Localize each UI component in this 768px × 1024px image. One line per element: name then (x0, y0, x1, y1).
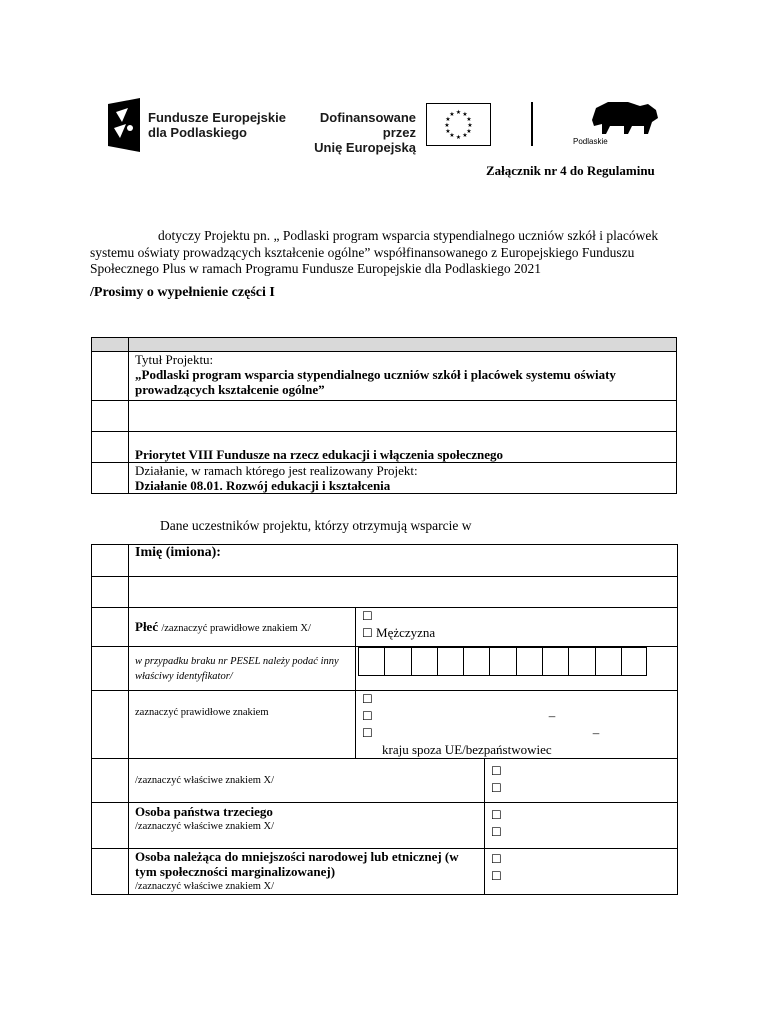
pesel-digit-box[interactable] (516, 647, 542, 676)
participant-cell (92, 577, 129, 608)
citizenship-option-3: kraju spoza UE/bezpaństwowiec (382, 742, 552, 757)
action-value: Działanie 08.01. Rozwój edukacji i kształcenia (135, 478, 391, 493)
podlaskie-label: Podlaskie (573, 137, 608, 146)
ue-line1: Dofinansowane przez (319, 110, 416, 140)
minority-checkbox-2[interactable]: ☐ (491, 869, 502, 883)
svg-text:★: ★ (466, 116, 472, 123)
third-country-checkbox-2[interactable]: ☐ (491, 825, 502, 839)
priority-text: Priorytet VIII Fundusze na rzecz edukacji i włączenia społecznego (135, 447, 504, 462)
participants-intro: Dane uczestników projektu, którzy otrzymują wsparcie w (160, 518, 472, 533)
svg-text:★: ★ (455, 109, 462, 116)
pesel-digit-box[interactable] (489, 647, 515, 676)
svg-text:★: ★ (462, 111, 468, 118)
project-table (91, 337, 677, 494)
sex-options-cell (356, 608, 678, 647)
project-table-cell (92, 352, 129, 401)
project-table-cell (92, 432, 129, 463)
svg-text:★: ★ (444, 122, 450, 129)
citizenship-checkbox-2[interactable]: ☐ (362, 709, 373, 723)
third-country-label-cell (129, 803, 485, 849)
project-title-value: „Podlaski program wsparcia stypendialnego uczniów szkół i placówek systemu oświaty prowadzących kształcenie ogólne” (135, 367, 616, 397)
project-title-cell (129, 352, 677, 401)
section-heading: /Prosimy o wypełnienie części I (90, 285, 275, 300)
third-country-label: Osoba państwa trzeciego (135, 804, 273, 819)
participant-cell (92, 759, 129, 803)
eu-flag-icon (426, 103, 491, 146)
svg-text:★: ★ (445, 128, 451, 135)
row6-checkbox-2[interactable]: ☐ (491, 781, 502, 795)
project-table-cell (92, 401, 129, 432)
pesel-hint: w przypadku braku nr PESEL należy podać inny właściwy identyfikator/ (135, 655, 339, 682)
pesel-digit-box[interactable] (384, 647, 410, 676)
fe-logo-text (148, 110, 286, 140)
minority-options-cell (485, 849, 678, 895)
third-country-checkbox-1[interactable]: ☐ (491, 808, 502, 822)
participant-cell[interactable] (129, 577, 678, 608)
pesel-digit-box[interactable] (542, 647, 568, 676)
svg-text:★: ★ (462, 132, 468, 139)
citizenship-options-cell (356, 691, 678, 759)
sex-label: Płeć (135, 618, 159, 634)
pesel-digit-box[interactable] (411, 647, 437, 676)
sex-hint: /zaznaczyć prawidłowe znakiem X/ (161, 622, 311, 634)
citizenship-dash-2: – (592, 725, 600, 740)
minority-checkbox-1[interactable]: ☐ (491, 852, 502, 866)
pesel-digit-box[interactable] (595, 647, 621, 676)
bison-icon (588, 100, 660, 136)
participant-cell (92, 803, 129, 849)
action-cell (129, 463, 677, 494)
pesel-digit-box[interactable] (463, 647, 489, 676)
intro-paragraph (90, 228, 690, 278)
participant-table (91, 544, 678, 895)
sex-label-cell (129, 608, 356, 647)
logo-separator (531, 102, 533, 146)
pesel-digit-box[interactable] (621, 647, 647, 676)
ue-funding-text (296, 110, 416, 155)
project-table-cell[interactable] (129, 401, 677, 432)
project-table-cell (92, 463, 129, 494)
minority-label: Osoba należąca do mniejszości narodowej lub etnicznej (w tym społeczności marginalizowanej) (135, 849, 459, 879)
row6-options-cell (485, 759, 678, 803)
pesel-boxes (358, 647, 647, 676)
svg-text:★: ★ (467, 122, 473, 129)
row6-hint: /zaznaczyć właściwe znakiem X/ (135, 775, 275, 786)
participant-cell (92, 691, 129, 759)
row6-label-cell (129, 759, 485, 803)
project-title-label: Tytuł Projektu: (135, 352, 214, 367)
name-label: Imię (imiona): (135, 545, 221, 560)
participant-cell (92, 608, 129, 647)
svg-text:★: ★ (449, 111, 455, 118)
sex-checkbox-1[interactable]: ☐ (362, 609, 373, 623)
sex-checkbox-male[interactable]: ☐ (362, 626, 373, 640)
participant-cell (92, 647, 129, 691)
pesel-label-cell (129, 647, 356, 691)
fundusze-europejskie-logo-icon (108, 98, 140, 152)
minority-hint: /zaznaczyć właściwe znakiem X/ (135, 881, 275, 892)
priority-cell (129, 432, 677, 463)
ue-line2: Unię Europejską (314, 140, 416, 155)
sex-option-male: Mężczyzna (376, 625, 436, 640)
citizenship-label-cell (129, 691, 356, 759)
citizenship-checkbox-3[interactable]: ☐ (362, 726, 373, 740)
name-cell[interactable] (129, 545, 678, 577)
svg-text:★: ★ (449, 132, 455, 139)
svg-text:★: ★ (445, 116, 451, 123)
svg-text:★: ★ (466, 128, 472, 135)
pesel-digit-box[interactable] (358, 647, 384, 676)
svg-text:★: ★ (455, 134, 462, 141)
pesel-digit-box[interactable] (437, 647, 463, 676)
citizenship-checkbox-1[interactable]: ☐ (362, 692, 373, 706)
pesel-digit-box[interactable] (568, 647, 594, 676)
intro-text: dotyczy Projektu pn. „ Podlaski program wsparcia stypendialnego uczniów szkół i placówek systemu oświaty prowadzących kształcenie ogólne” współfinansowanego z Europejskiego Funduszu Społecznego Plus w ramach Programu Fundusze Europejskie dla Podlaskiego 2021 (90, 228, 659, 276)
citizenship-hint: zaznaczyć prawidłowe znakiem (135, 707, 269, 718)
third-country-options-cell (485, 803, 678, 849)
third-country-hint: /zaznaczyć właściwe znakiem X/ (135, 821, 275, 832)
fe-logo-line2: dla Podlaskiego (148, 125, 247, 140)
minority-label-cell (129, 849, 485, 895)
participant-cell (92, 849, 129, 895)
citizenship-dash-1: – (548, 708, 556, 723)
participant-cell (92, 545, 129, 577)
project-table-header-cell (129, 338, 677, 352)
fe-logo-line1: Fundusze Europejskie (148, 110, 286, 125)
attachment-title: Załącznik nr 4 do Regulaminu (486, 163, 655, 178)
project-table-header-cell (92, 338, 129, 352)
row6-checkbox-1[interactable]: ☐ (491, 764, 502, 778)
action-label: Działanie, w ramach którego jest realizowany Projekt: (135, 463, 418, 478)
